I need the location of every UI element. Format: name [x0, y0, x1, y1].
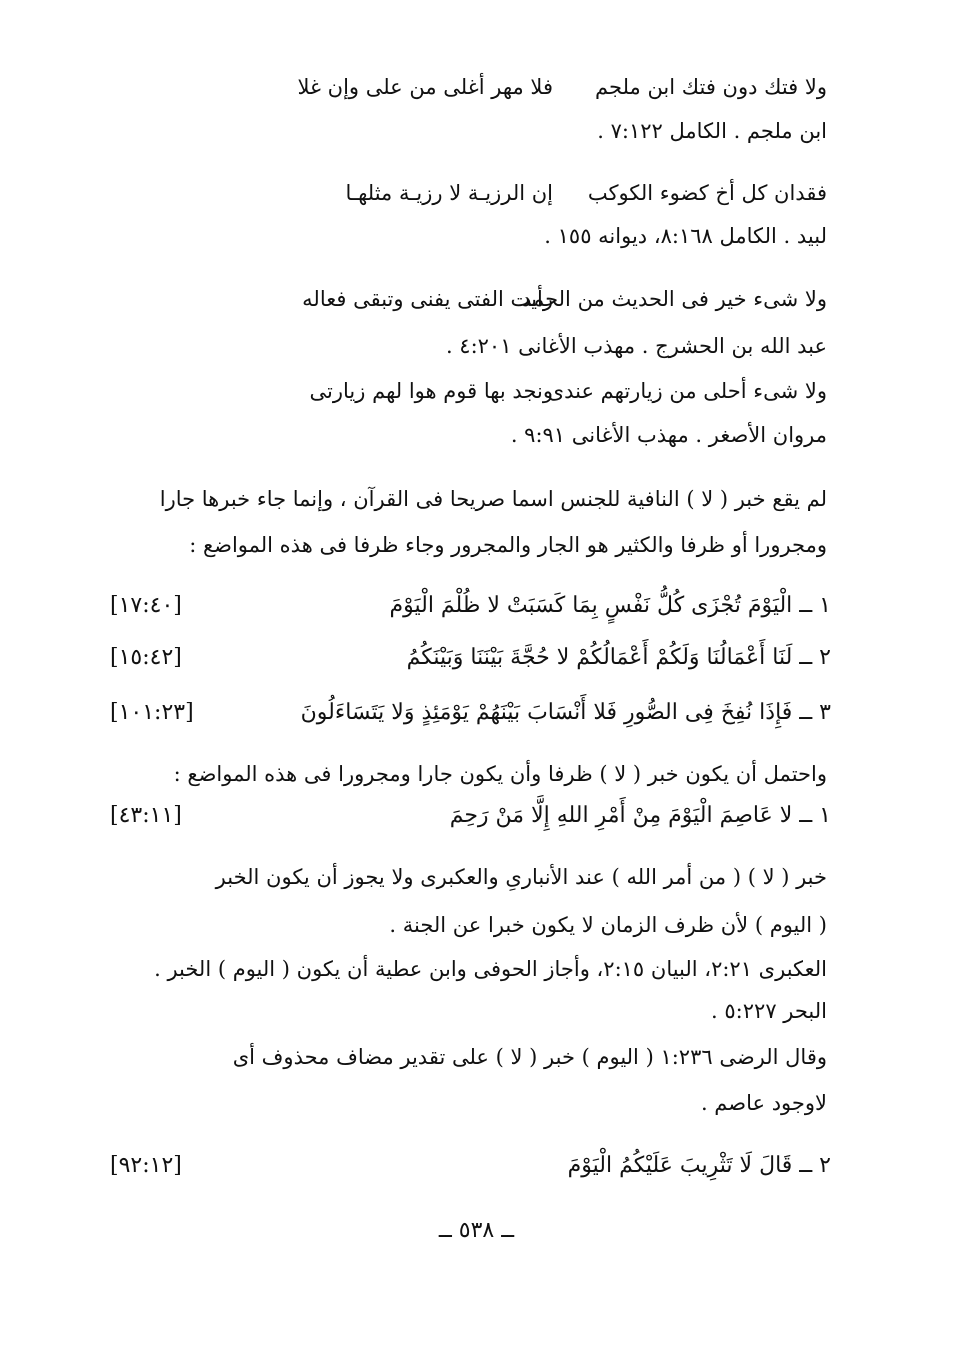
paragraph-3-line-1: خبر ( لا ) ( من أمر الله ) عند الأنبارىِ والعكبرى ولا يجوز أن يكون الخبر [215, 865, 827, 889]
quran-citation-1-ref: [١٧:٤٠] [110, 593, 182, 618]
paragraph-2: واحتمل أن يكون خبر ( لا ) ظرفا وأن يكون جارا ومجرورا فى هذه المواضع : [173, 762, 827, 786]
verse-4-hemistich-1: ونجد بها قوم هوا لهم زيارتى [309, 379, 553, 403]
quran-citation-3-text: ٣ ــ فَإِذَا نُفِخَ فِى الصُّورِ فَلا أَنْسَابَ بَيْنَهُمْ يَوْمَئِذٍ وَلا يَتَسَاءَلُونَ [300, 700, 831, 725]
verse-1-source: ابن ملجم . الكامل ٧:١٢٢ . [597, 119, 827, 143]
verse-2-hemistich-1: إن الرزيـة لا رزيـة مثلهـا [345, 181, 553, 205]
paragraph-3-line-4: البحر ٥:٢٢٧ . [711, 999, 827, 1023]
verse-3-hemistich-2: ولا شىء خير فى الحديث من الحمد [521, 287, 827, 311]
verse-3-hemistich-1: رأيت الفتى يفنى وتبقى فعاله [302, 287, 553, 311]
quran-citation-3-ref: [١٠١:٢٣] [110, 700, 194, 725]
quran-citation-4-ref: [٤٣:١١] [110, 803, 182, 828]
verse-2-hemistich-2: فقدان كل أخ كضوء الكوكب [587, 181, 827, 205]
verse-4-hemistich-2: ولا شىء أحلى من زيارتهم عندى [547, 379, 827, 403]
quran-citation-1-text: ١ ــ الْيَوْمَ تُجْزَى كُلُّ نَفْسٍ بِمَا كَسَبَتْ لا ظُلْمَ الْيَوْمَ [389, 593, 831, 618]
paragraph-3-line-3: العكبرى ٢:٢١، البيان ٢:١٥، وأجاز الحوفى وابن عطية أن يكون ( اليوم ) الخبر . [154, 957, 827, 981]
paragraph-4-line-2: لاوجود عاصم . [700, 1091, 827, 1115]
paragraph-3-line-2: ( اليوم ) لأن ظرف الزمان لا يكون خبرا عن الجنة . [389, 913, 827, 937]
verse-3-source: عبد الله بن الحشرج . مهذب الأغانى ٤:٢٠١ . [445, 334, 827, 358]
quran-citation-2-ref: [١٥:٤٢] [110, 645, 182, 670]
quran-citation-5-text: ٢ ــ قَالَ لَا تَثْرِيبَ عَلَيْكُمُ الْيَوْمَ [567, 1153, 831, 1178]
paragraph-1-line-1: لم يقع خبر ( لا ) النافية للجنس اسما صريحا فى القرآن ، وإنما جاء خبرها جارا [159, 487, 827, 511]
quran-citation-4-text: ١ ــ لا عَاصِمَ الْيَوْمَ مِنْ أَمْرِ اللهِ إِلَّا مَنْ رَحِمَ [449, 803, 831, 828]
verse-1-hemistich-1: فلا مهر أغلى من على وإن غلا [297, 75, 553, 99]
paragraph-4-line-1: وقال الرضى ١:٢٣٦ ( اليوم ) خبر ( لا ) على تقدير مضاف محذوف أى [232, 1045, 827, 1069]
quran-citation-5-ref: [٩٢:١٢] [110, 1153, 182, 1178]
verse-4-source: مروان الأصغر . مهذب الأغانى ٩:٩١ . [510, 423, 827, 447]
paragraph-1-line-2: ومجرورا أو ظرفا والكثير هو الجار والمجرور وجاء ظرفا فى هذه المواضع : [189, 533, 827, 557]
page-number: ــ ٥٣٨ ــ [438, 1218, 515, 1243]
verse-2-source: لبيد . الكامل ٨:١٦٨، ديوانه ١٥٥ . [544, 224, 827, 248]
verse-1-hemistich-2: ولا فتك دون فتك ابن ملجم [595, 75, 827, 99]
quran-citation-2-text: ٢ ــ لَنَا أَعْمَالُنَا وَلَكُمْ أَعْمَالُكُمْ لا حُجَّةَ بَيْنَنَا وَبَيْنَكُمُ [406, 645, 831, 670]
